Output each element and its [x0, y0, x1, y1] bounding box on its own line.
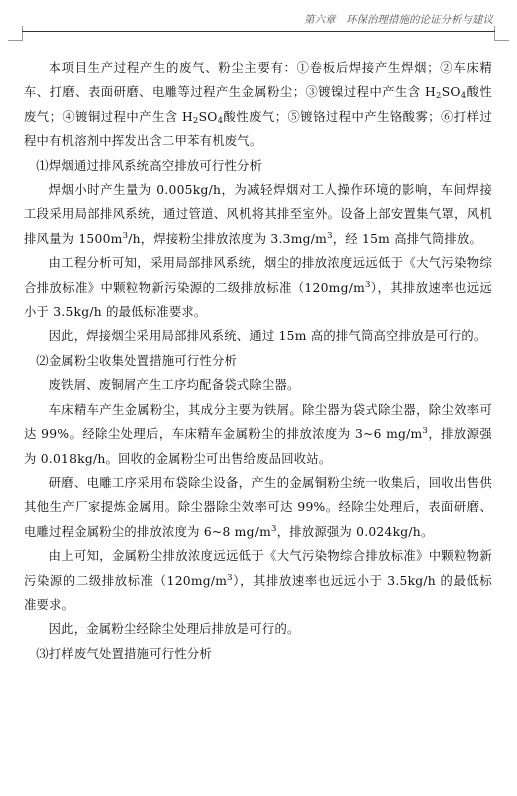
header-rule — [22, 31, 495, 32]
section-heading-metal-dust: ⑵金属粉尘收集处置措施可行性分析 — [36, 353, 238, 368]
paragraph-dust-conclusion: 因此，金属粉尘经除尘处理后排放是可行的。 — [48, 622, 300, 637]
crop-mark-top-left — [8, 26, 23, 41]
paragraph-welding-fume: 焊烟小时产生量为 0.005kg/h，为减轻焊烟对工人操作环境的影响，车间焊接工段采用局部排风系统，通过管道、风机将其排至室外。设备上部安置集气罩，风机排风量为 $1500m^3/h$，焊接粉尘排放浓度为 $3.3mg/m^3$，经 15m 高排气筒排放。 — [24, 183, 492, 246]
paragraph-grinding-dust: 研磨、电雕工序采用布袋除尘设备，产生的金属铜粉尘统一收集后，回收出售供其他生产厂家提炼金属用。除尘器除尘效率可达 99%。经除尘处理后，表面研磨、电雕过程金属粉尘的排放浓度为 6~8 $mg/m^3$，排放源强为 0.024kg/h。 — [24, 475, 492, 539]
paragraph-emission-sources: 本项目生产过程产生的废气、粉尘主要有：①卷板后焊接产生焊烟；②车床精车、打磨、表面研磨、电雕等过程产生金属粉尘；③镀镍过程中产生含 $H_2SO_4$酸性废气；④镀铜过程中产生含 $H_2SO_4$酸性废气；⑤镀铬过程中产生铬酸雾；⑥打样过程中有机溶剂中挥发出含二甲苯有机废气。 — [24, 61, 492, 149]
paragraph-dust-collectors: 废铁屑、废铜屑产生工序均配备袋式除尘器。 — [48, 378, 300, 393]
running-header: 第六章 环保治理措施的论证分析与建议 — [304, 14, 493, 26]
crop-mark-top-right — [494, 26, 509, 41]
section-heading-welding-fume: ⑴焊烟通过排风系统高空排放可行性分析 — [36, 158, 263, 173]
body-text — [24, 56, 492, 666]
paragraph-lathe-dust: 车床精车产生金属粉尘，其成分主要为铁屑。除尘器为袋式除尘器，除尘效率可达 99%。经除尘处理后，车床精车金属粉尘的排放浓度为 3~6 $mg/m^3$，排放源强为 0.018kg/h。回收的金属粉尘可出售给废品回收站。 — [24, 402, 492, 466]
paragraph-welding-conclusion: 因此，焊接烟尘采用局部排风系统、通过 15m 高的排气筒高空排放是可行的。 — [48, 329, 487, 344]
section-heading-proofing-gas: ⑶打样废气处置措施可行性分析 — [36, 646, 212, 661]
paragraph-welding-analysis: 由工程分析可知，采用局部排风系统，烟尘的排放浓度远远低于《大气污染物综合排放标准》中颗粒物新污染源的二级排放标准$(120mg/m^3)$，其排放速率也远远小于 3.5kg/h 的最低标准要求。 — [24, 256, 492, 320]
paragraph-dust-analysis: 由上可知，金属粉尘排放浓度远远低于《大气污染物综合排放标准》中颗粒物新污染源的二级排放标准$(120mg/m^3)$，其排放速率也远远小于 3.5kg/h 的最低标准要求。 — [24, 549, 492, 612]
